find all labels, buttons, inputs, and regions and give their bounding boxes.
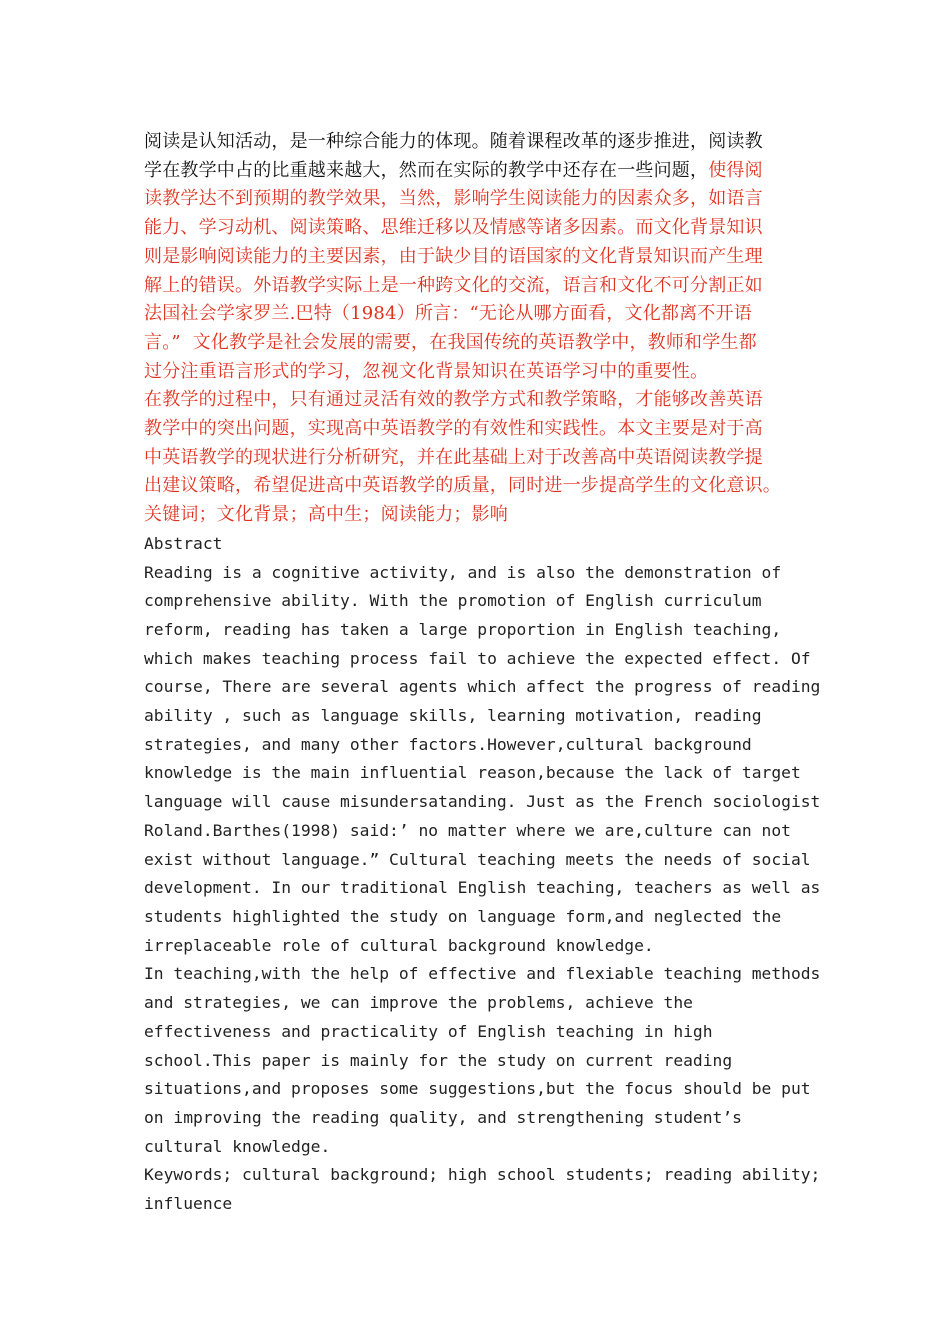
english-text-line: language will cause misundersatanding. Just as the French sociologist — [144, 792, 821, 812]
english-text-line: which makes teaching process fail to achieve the expected effect. Of — [144, 648, 811, 668]
document-page — [144, 128, 821, 1219]
english-text-line: In teaching,with the help of effective and flexiable teaching methods — [144, 964, 821, 984]
english-text-line: situations,and proposes some suggestions,but the focus should be put — [144, 1079, 811, 1099]
chinese-text-line — [144, 501, 814, 530]
english-text-line: Reading is a cognitive activity, and is also the demonstration of — [144, 562, 782, 582]
chinese-text-line — [144, 386, 814, 415]
english-abstract — [144, 530, 821, 1219]
chinese-text-line — [144, 444, 814, 473]
chinese-text-line — [144, 128, 814, 157]
english-text-line: Roland.Barthes(1998) said:’ no matter where we are,culture can not — [144, 820, 791, 840]
chinese-abstract — [144, 128, 814, 530]
highlighted-text: 使得阅 — [708, 159, 763, 181]
chinese-text-line — [144, 243, 814, 272]
english-text-line: Keywords; cultural background; high school students; reading ability; — [144, 1165, 821, 1185]
english-text-line: strategies, and many other factors.However,cultural background — [144, 734, 752, 754]
english-text-line: cultural knowledge. — [144, 1136, 331, 1156]
english-text-line: irreplaceable role of cultural background knowledge. — [144, 935, 654, 955]
highlighted-text: 言。” 文化教学是社会发展的需要，在我国传统的英语教学中，教师和学生都 — [144, 331, 757, 353]
english-text-line: knowledge is the main influential reason,because the lack of target — [144, 763, 801, 783]
english-text-line: school.This paper is mainly for the study on current reading — [144, 1050, 733, 1070]
highlighted-text: 解上的错误。外语教学实际上是一种跨文化的交流，语言和文化不可分割正如 — [144, 274, 763, 296]
english-text-line: reform, reading has taken a large proportion in English teaching, — [144, 619, 782, 639]
abstract-heading: Abstract — [144, 533, 223, 553]
highlighted-text: 能力、学习动机、阅读策略、思维迁移以及情感等诸多因素。而文化背景知识 — [144, 217, 763, 239]
english-text-line: ability , such as language skills, learning motivation, reading — [144, 706, 762, 726]
english-text-line: development. In our traditional English teaching, teachers as well as — [144, 878, 821, 898]
chinese-text-line — [144, 185, 814, 214]
english-text-line: on improving the reading quality, and strengthening student’s — [144, 1107, 742, 1127]
english-text-line: and strategies, we can improve the problems, achieve the — [144, 993, 693, 1013]
chinese-text-line — [144, 329, 814, 358]
highlighted-text: 法国社会学家罗兰.巴特（1984）所言：“无论从哪方面看，文化都离不开语 — [144, 303, 752, 325]
english-text-line: exist without language.” Cultural teaching meets the needs of social — [144, 849, 811, 869]
highlighted-text: 则是影响阅读能力的主要因素，由于缺少目的语国家的文化背景知识而产生理 — [144, 245, 763, 267]
chinese-text-line — [144, 358, 814, 387]
highlighted-text: 读教学达不到预期的教学效果，当然，影响学生阅读能力的因素众多，如语言 — [144, 188, 763, 210]
english-text-line: course, There are several agents which affect the progress of reading — [144, 677, 821, 697]
body-text: 学在教学中占的比重越来越大，然而在实际的教学中还存在一些问题， — [144, 159, 709, 181]
highlighted-text: 关键词；文化背景；高中生；阅读能力；影响 — [144, 504, 508, 526]
english-text-line: students highlighted the study on language form,and neglected the — [144, 906, 782, 926]
chinese-text-line — [144, 300, 814, 329]
english-text-line: comprehensive ability. With the promotion of English curriculum — [144, 591, 762, 611]
chinese-text-line — [144, 415, 814, 444]
chinese-text-line — [144, 472, 814, 501]
chinese-text-line — [144, 272, 814, 301]
english-text-line: effectiveness and practicality of English teaching in high — [144, 1021, 713, 1041]
highlighted-text: 教学中的突出问题，实现高中英语教学的有效性和实践性。本文主要是对于高 — [144, 418, 763, 440]
highlighted-text: 在教学的过程中，只有通过灵活有效的教学方式和教学策略，才能够改善英语 — [144, 389, 763, 411]
highlighted-text: 中英语教学的现状进行分析研究，并在此基础上对于改善高中英语阅读教学提 — [144, 446, 763, 468]
chinese-text-line — [144, 157, 814, 186]
highlighted-text: 过分注重语言形式的学习，忽视文化背景知识在英语学习中的重要性。 — [144, 360, 709, 382]
highlighted-text: 出建议策略，希望促进高中英语教学的质量，同时进一步提高学生的文化意识。 — [144, 475, 781, 497]
english-text-line: influence — [144, 1194, 233, 1214]
body-text: 阅读是认知活动，是一种综合能力的体现。随着课程改革的逐步推进，阅读教 — [144, 131, 763, 152]
chinese-text-line — [144, 214, 814, 243]
